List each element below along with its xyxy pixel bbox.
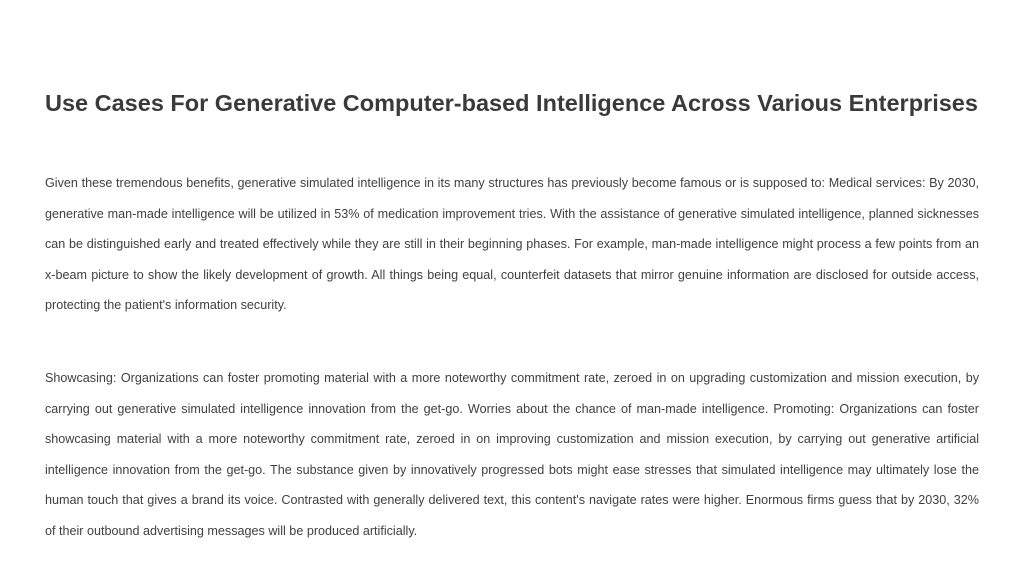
paragraph-healthcare: Given these tremendous benefits, generative simulated intelligence in its many structures has previously become famous or is supposed to: Medical services: By 2030, generative man-made intelligence will be utilized in 53% of medication improvement tries. With the assistance of generative simulated intelligence, planned sicknesses can be distinguished early and treated effectively while they are still in their beginning phases. For example, man-made intelligence might process a few points from an x-beam picture to show the likely development of growth. All things being equal, counterfeit datasets that mirror genuine information are disclosed for outside access, protecting the patient's information security. [45,176,979,313]
paragraph-marketing: Showcasing: Organizations can foster promoting material with a more noteworthy commitment rate, zeroed in on upgrading customization and mission execution, by carrying out generative simulated intelligence innovation from the get-go. Worries about the chance of man-made intelligence. Promoting: Organizations can foster showcasing material with a more noteworthy commitment rate, zeroed in on improving customization and mission execution, by carrying out generative artificial intelligence innovation from the get-go. The substance given by innovatively progressed bots might ease stresses that simulated intelligence may ultimately lose the human touch that gives a brand its voice. Contrasted with generally delivered text, this content's navigate rates were higher. Enormous firms guess that by 2030, 32% of their outbound advertising messages will be produced artificially. [45,371,979,538]
document-slide [45,0,979,576]
page-title: Use Cases For Generative Computer-based Intelligence Across Various Enterprises [45,90,978,116]
